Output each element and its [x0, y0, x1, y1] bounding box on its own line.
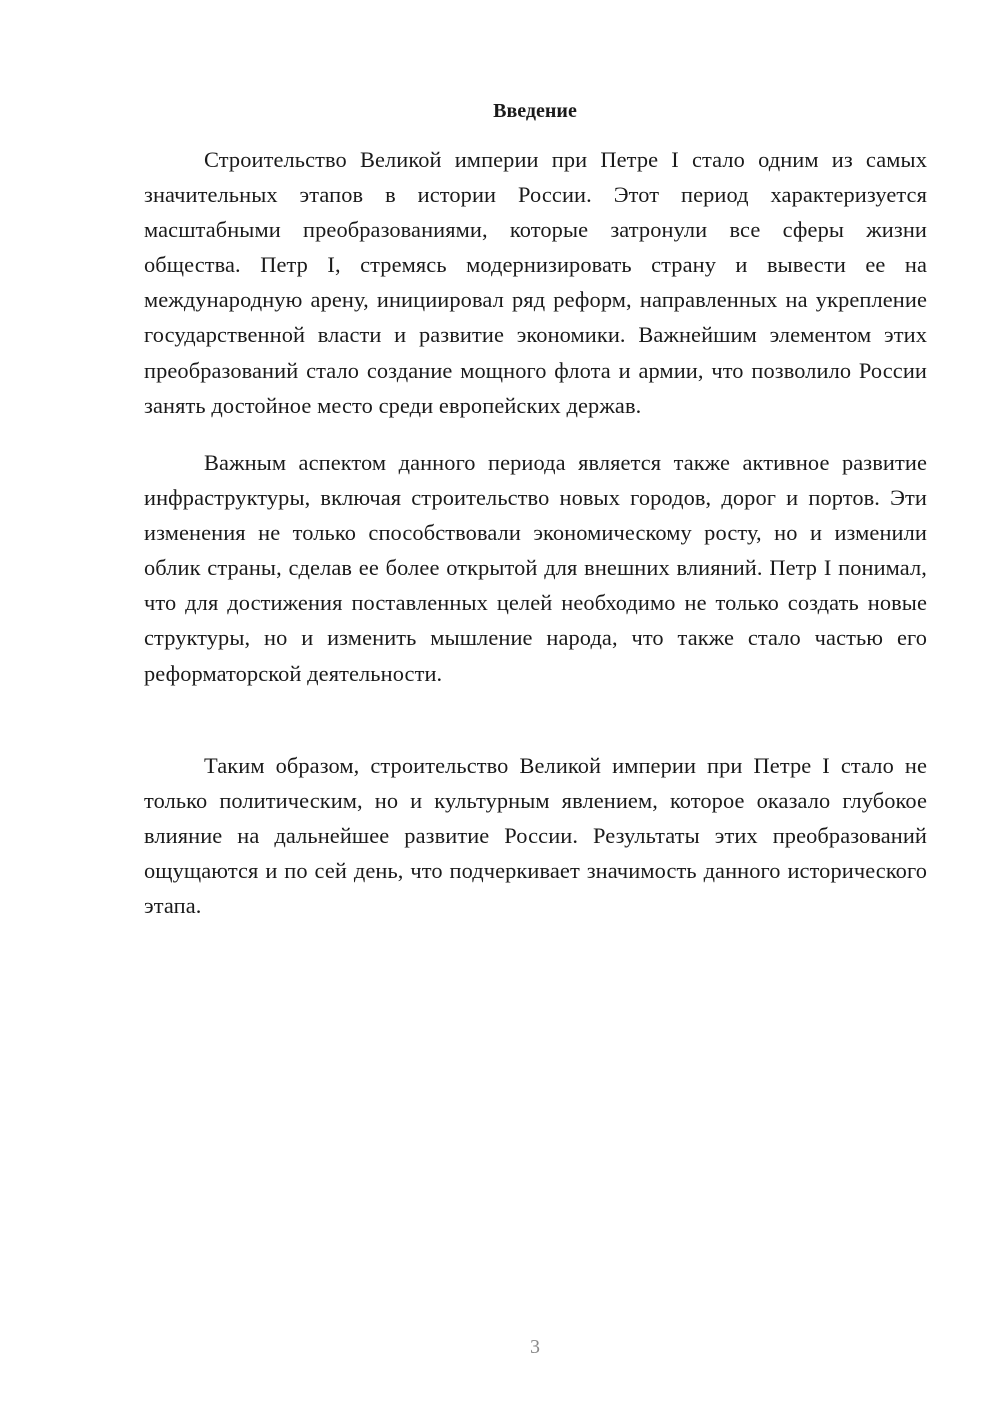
- paragraph-2: Важным аспектом данного периода является также активное развитие инфраструктуры, включая строительство новых городов, дорог и портов. Эти изменения не только способствовали экономическому росту, но и изменили облик страны, сделав ее более открытой для внешних влияний. Петр I понимал, что для достижения поставленных целей необходимо не только создать новые структуры, но и изменить мышление народа, что также стало частью его реформаторской деятельности.: [144, 450, 927, 686]
- page-number: 3: [530, 1336, 540, 1358]
- paragraph-3: Таким образом, строительство Великой империи при Петре I стало не только политическим, но и культурным явлением, которое оказало глубокое влияние на дальнейшее развитие России. Результаты этих преобразований ощущаются и по сей день, что подчеркивает значимость данного исторического этапа.: [144, 753, 927, 919]
- paragraph-1: Строительство Великой империи при Петре I стало одним из самых значительных этапов в истории России. Этот период характеризуется масштабными преобразованиями, которые затронули все сферы жизни общества. Петр I, стремясь модернизировать страну и вывести ее на международную арену, инициировал ряд реформ, направленных на укрепление государственной власти и развитие экономики. Важнейшим элементом этих преобразований стало создание мощного флота и армии, что позволило России занять достойное место среди европейских держав.: [144, 147, 927, 418]
- section-heading: Введение: [493, 100, 577, 122]
